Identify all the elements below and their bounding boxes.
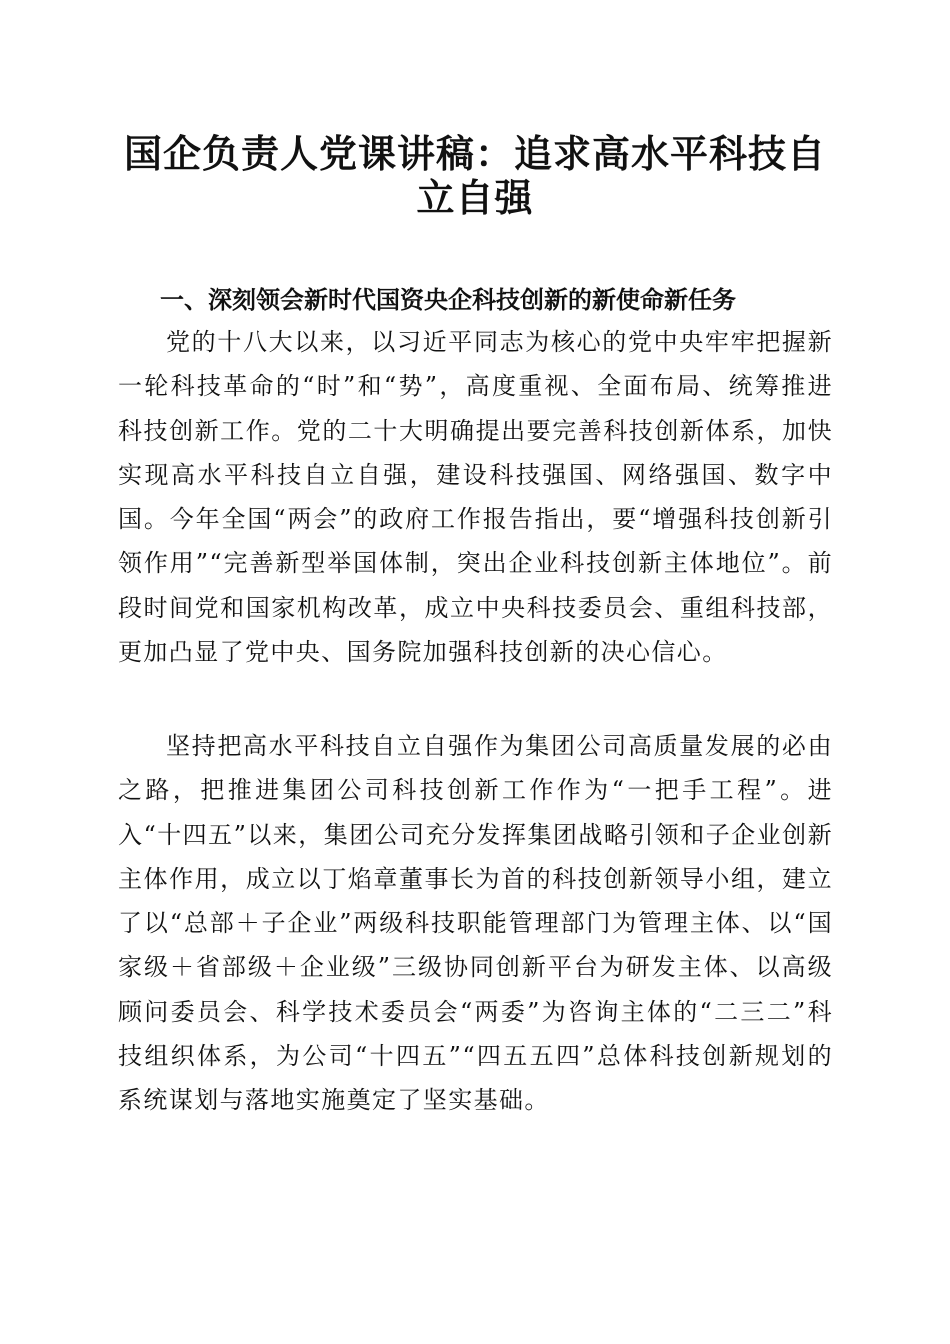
paragraph-2: 坚持把高水平科技自立自强作为集团公司高质量发展的必由之路，把推进集团公司科技创新工作作为“一把手工程”。进入“十四五”以来，集团公司充分发挥集团战略引领和子企业创新主体作用，成立以丁焰章董事长为首的科技创新领导小组，建立了以“总部＋子企业”两级科技职能管理部门为管理主体、以“国家级＋省部级＋企业级”三级协同创新平台为研发主体、以高级顾问委员会、科学技术委员会“两委”为咨询主体的“二三二”科技组织体系，为公司“十四五”“四五五四”总体科技创新规划的系统谋划与落地实施奠定了坚实基础。 [118,732,833,1115]
document-title: 国企负责人党课讲稿：追求高水平科技自立自强 [123,131,826,220]
section-heading: 一、深刻领会新时代国资央企科技创新的新使命新任务 [160,286,736,314]
paragraph-1: 党的十八大以来，以习近平同志为核心的党中央牢牢把握新一轮科技革命的“时”和“势”，高度重视、全面布局、统筹推进科技创新工作。党的二十大明确提出要完善科技创新体系，加快实现高水平科技自立自强，建设科技强国、网络强国、数字中国。今年全国“两会”的政府工作报告指出，要“增强科技创新引领作用”“完善新型举国体制，突出企业科技创新主体地位”。前段时间党和国家机构改革，成立中央科技委员会、重组科技部，更加凸显了党中央、国务院加强科技创新的决心信心。 [118,328,833,667]
